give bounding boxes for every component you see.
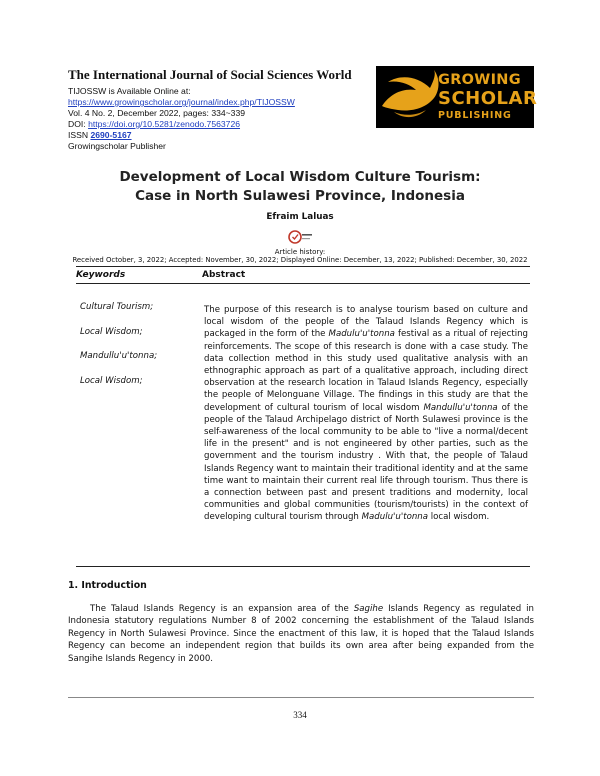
keyword-item: Local Wisdom; bbox=[80, 326, 143, 337]
abstract-term: Madulu'u'tonna bbox=[361, 512, 428, 523]
journal-title: The International Journal of Social Sciences World bbox=[68, 67, 352, 82]
publisher-name: Growingscholar Publisher bbox=[68, 141, 166, 151]
issn-line bbox=[68, 130, 132, 141]
page-number: 334 bbox=[293, 710, 307, 720]
keywords-heading: Keywords bbox=[76, 270, 126, 280]
abstract-text: The purpose of this research is to analyse tourism based on culture and local wisdom of the people of the Talaud Islands Regency which is packaged in the form of the bbox=[204, 305, 528, 340]
abstract-term: Mandullu'u'tonna bbox=[423, 402, 498, 413]
abstract-term: Madulu'u'tonna bbox=[328, 329, 395, 340]
table-header-rule bbox=[76, 283, 530, 284]
paper-title bbox=[0, 168, 600, 206]
table-top-rule bbox=[76, 266, 530, 267]
abstract-text: local wisdom. bbox=[427, 512, 490, 523]
logo-text-scholar: SCHOLAR bbox=[438, 88, 538, 109]
keyword-list bbox=[80, 302, 157, 400]
article-history-dates: Received October, 3, 2022; Accepted: November, 30, 2022; Displayed Online: December, 13, 2022; Published: December, 30, 2022 bbox=[72, 256, 528, 264]
article-history-label: Article history: bbox=[274, 248, 326, 256]
logo-text-publishing: PUBLISHING bbox=[438, 110, 512, 121]
keyword-item: Cultural Tourism; bbox=[80, 302, 154, 312]
journal-url-link[interactable] bbox=[68, 97, 295, 108]
paper-title-line2: Case in North Sulawesi Province, Indonesia bbox=[135, 188, 465, 204]
issn-label: ISSN bbox=[68, 130, 91, 140]
introduction-paragraph bbox=[68, 603, 534, 665]
abstract-text: festival as a ritual of rejecting reinforcements. The scope of this research is done with a case study. The data collection method in this study used qualitative analysis with an ethnographic approach as part of a qualitative approach, including direct observation at the research location in Talaud Islands Regency, especially the people of Melonguane Village. The findings in this study are that the development of cultural tourism of local wisdom bbox=[204, 329, 528, 413]
keyword-item: Local Wisdom; bbox=[80, 375, 143, 386]
journal-url[interactable]: https://www.growingscholar.org/journal/index.php/TIJOSSW bbox=[68, 97, 295, 107]
logo-text-growing: GROWING bbox=[438, 72, 521, 88]
doi-label: DOI: bbox=[68, 119, 89, 129]
availability-note: TIJOSSW is Available Online at: bbox=[68, 86, 191, 96]
abstract-text: of the people of the Talaud Archipelago district of North Sulawesi province is the self-awareness of the local community to be able to "live a normal/decent life in the present" and is not engineered by other parties, such as the government and the tourism industry . With that, the people of Talaud Islands Regency want to maintain their traditional identity and at the same time want to maintain their current real life through tourism. Thus there is a connection between past and present traditions and modernity, local communities and global communities (tourism/tourists) in the context of developing cultural tourism through bbox=[204, 402, 528, 523]
footer-rule bbox=[68, 697, 534, 698]
author-name: Efraim Laluas bbox=[266, 212, 334, 222]
intro-text: The Talaud Islands Regency is an expansion area of the bbox=[90, 604, 354, 614]
abstract-heading: Abstract bbox=[202, 270, 246, 280]
check-for-updates-icon[interactable] bbox=[288, 229, 314, 245]
paper-title-line1: Development of Local Wisdom Culture Tourism: bbox=[119, 169, 481, 185]
intro-text: Islands Regency as regulated in Indonesia statutory regulations Number 8 of 2002 concerning the establishment of the Talaud Islands Regency in North Sulawesi Province. Since the enactment of this law, it is hoped that the Talaud Islands Regency can become an independent region that builds its own area after being expanded from the Sangihe Islands Regency in 2000. bbox=[68, 604, 535, 664]
doi-line bbox=[68, 119, 240, 130]
intro-term: Sagihe bbox=[353, 604, 384, 614]
issn-link[interactable]: 2690-5167 bbox=[90, 130, 132, 140]
table-bottom-rule bbox=[76, 566, 530, 567]
keyword-item: Mandullu'u'tonna; bbox=[80, 351, 158, 361]
abstract-body bbox=[204, 304, 528, 524]
volume-info: Vol. 4 No. 2, December 2022, pages: 334~339 bbox=[68, 108, 246, 118]
publisher-logo bbox=[376, 66, 538, 128]
section-heading-introduction: 1. Introduction bbox=[68, 580, 147, 591]
doi-link[interactable]: https://doi.org/10.5281/zenodo.7563726 bbox=[88, 119, 241, 129]
